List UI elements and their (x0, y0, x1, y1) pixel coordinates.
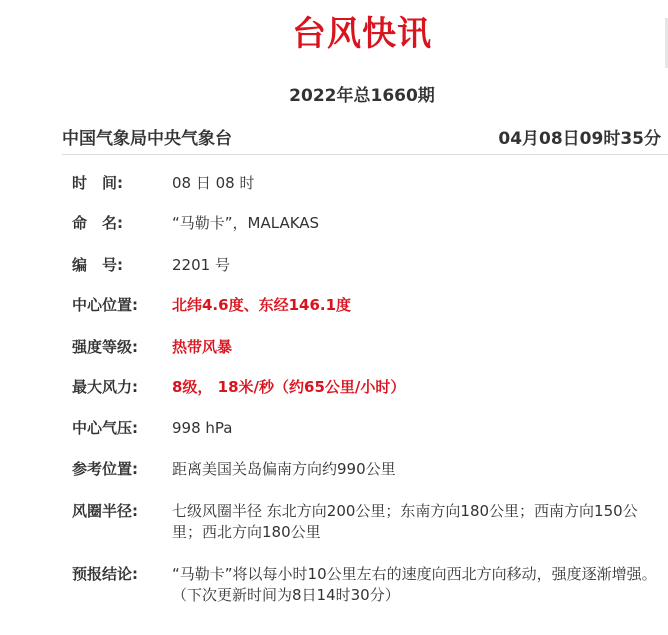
field-value: 距离美国关岛偏南方向约990公里 (172, 460, 396, 478)
issue-datetime: 04月08日09时35分 (498, 129, 661, 149)
field-value: 8级， 18米/秒（约65公里/小时） (172, 378, 406, 396)
field-label: 风圈半径: (72, 502, 138, 520)
field-value: 热带风暴 (172, 338, 233, 356)
page-title: 台风快讯 (292, 14, 432, 54)
field-value: “马勒卡”，MALAKAS (172, 214, 320, 232)
forecast-text: “马勒卡”将以每小时10公里左右的速度向西北方向移动，强度逐渐增强。 (172, 565, 657, 583)
field-value-group (172, 564, 658, 606)
field-label: 参考位置: (72, 460, 138, 478)
header-divider (62, 154, 668, 155)
field-label: 命 名: (72, 214, 123, 232)
field-value: 七级风圈半径 东北方向200公里；东南方向180公里；西南方向150公里；西北方向180公里 (172, 502, 638, 541)
field-value: 998 hPa (172, 419, 233, 437)
field-label: 中心气压: (72, 419, 138, 437)
field-label: 最大风力: (72, 378, 138, 396)
next-update-note: （下次更新时间为8日14时30分） (172, 586, 400, 604)
field-value: 北纬4.6度、东经146.1度 (172, 296, 352, 314)
field-label: 预报结论: (72, 565, 138, 583)
field-label: 中心位置: (72, 296, 138, 314)
field-value: 08 日 08 时 (172, 174, 255, 192)
field-label: 编 号: (72, 256, 123, 274)
field-label: 时 间: (72, 174, 123, 192)
issuing-agency: 中国气象局中央气象台 (62, 129, 232, 149)
issue-number: 2022年总1660期 (289, 86, 435, 106)
field-value: 2201 号 (172, 256, 230, 274)
field-label: 强度等级: (72, 338, 138, 356)
